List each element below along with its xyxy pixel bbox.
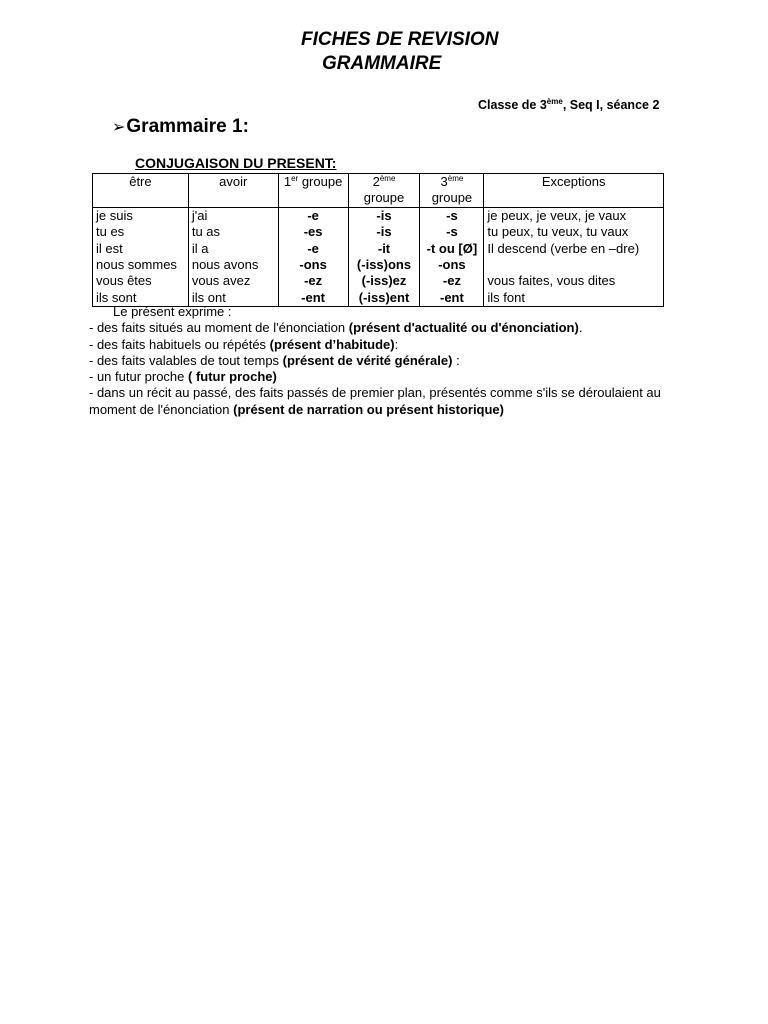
- header-group-2-text: groupe: [363, 190, 405, 206]
- cell-group-3: -s: [420, 224, 484, 240]
- cell-etre: ils sont: [93, 290, 189, 307]
- section-heading: [112, 116, 249, 138]
- header-group-1: [278, 174, 348, 208]
- cell-group-3: -s: [420, 207, 484, 224]
- class-info-sup: ème: [546, 97, 563, 106]
- cell-exceptions: tu peux, tu veux, tu vaux: [484, 224, 664, 240]
- header-group-1-sup: er: [291, 174, 299, 183]
- cell-exceptions: vous faites, vous dites: [484, 273, 664, 289]
- usage-item-term: (présent d’habitude): [269, 336, 395, 352]
- usage-item-term: (présent de narration ou présent historique): [233, 401, 504, 417]
- header-group-3-num: 3: [440, 174, 448, 189]
- usage-item: [89, 369, 689, 385]
- usage-item-text: - un futur proche: [89, 369, 188, 385]
- header-group-1-num: 1: [283, 174, 292, 189]
- cell-group-3: -t ou [Ø]: [420, 241, 484, 257]
- usage-item-end: :: [452, 352, 460, 368]
- header-group-1-text: groupe: [298, 174, 343, 189]
- class-info: [478, 97, 659, 112]
- header-group-2-num: 2: [372, 174, 380, 189]
- cell-etre: nous sommes: [93, 257, 189, 273]
- table-row: [93, 273, 664, 289]
- cell-exceptions: ils font: [484, 290, 664, 307]
- cell-etre: tu es: [93, 224, 189, 240]
- cell-group-1: -es: [278, 224, 348, 240]
- table-row: [93, 257, 664, 273]
- usage-item-term: (présent de vérité générale): [282, 352, 453, 368]
- table-row: [93, 207, 664, 224]
- usage-item-text: - des faits habituels ou répétés: [89, 336, 270, 352]
- header-group-3: [420, 174, 484, 208]
- usage-item: [89, 353, 689, 369]
- cell-exceptions: je peux, je veux, je vaux: [484, 207, 664, 224]
- cell-group-1: -e: [278, 207, 348, 224]
- table-row: [93, 241, 664, 257]
- usage-item-text: - dans un récit au passé, des faits passés de premier plan, présentés comme s'ils se déroulaient au moment de l'énonciation: [89, 385, 661, 417]
- header-group-2-sup: ème: [379, 174, 396, 183]
- cell-etre: je suis: [93, 207, 189, 224]
- cell-group-2: (-iss)ent: [348, 290, 420, 307]
- usage-list: [89, 304, 689, 418]
- cell-group-3: -ent: [420, 290, 484, 307]
- cell-group-2: (-iss)ez: [348, 273, 420, 289]
- cell-avoir: ils ont: [188, 290, 278, 307]
- header-group-3-text: groupe: [431, 190, 473, 206]
- cell-exceptions: [484, 257, 664, 273]
- section-heading-text: Grammaire 1:: [126, 116, 249, 137]
- header-group-3-sup: ème: [447, 174, 464, 183]
- table-row: [93, 224, 664, 240]
- usage-item-end: :: [394, 336, 399, 352]
- cell-group-2: (-iss)ons: [348, 257, 420, 273]
- cell-group-1: -ons: [278, 257, 348, 273]
- cell-avoir: tu as: [188, 224, 278, 240]
- cell-group-1: -ent: [278, 290, 348, 307]
- class-info-suffix: , Seq I, séance 2: [562, 98, 660, 112]
- cell-group-2: -is: [348, 224, 420, 240]
- usage-item: [89, 320, 689, 336]
- cell-group-2: -it: [348, 241, 420, 257]
- cell-avoir: vous avez: [188, 273, 278, 289]
- cell-group-1: -e: [278, 241, 348, 257]
- cell-group-3: -ons: [420, 257, 484, 273]
- document-title: FICHES DE REVISION: [301, 29, 499, 50]
- document-subtitle: GRAMMAIRE: [322, 53, 442, 74]
- cell-group-3: -ez: [420, 273, 484, 289]
- header-avoir: avoir: [188, 174, 278, 208]
- cell-group-1: -ez: [278, 273, 348, 289]
- header-etre: être: [93, 174, 189, 208]
- arrow-bullet-icon: ➢: [112, 119, 126, 136]
- usage-item: [89, 337, 689, 353]
- cell-avoir: il a: [188, 241, 278, 257]
- usage-item-text: - des faits valables de tout temps: [89, 352, 283, 368]
- usage-item-term: (présent d'actualité ou d'énonciation): [348, 320, 579, 336]
- table-header-row: [93, 174, 664, 208]
- header-exceptions: Exceptions: [484, 174, 664, 208]
- cell-exceptions: Il descend (verbe en –dre): [484, 241, 664, 257]
- header-group-2: [348, 174, 420, 208]
- table-title: CONJUGAISON DU PRESENT:: [135, 155, 337, 171]
- usage-intro: Le présent exprime :: [113, 304, 232, 319]
- class-info-prefix: Classe de 3: [478, 98, 547, 112]
- conjugation-table: [92, 173, 664, 307]
- cell-etre: il est: [93, 241, 189, 257]
- usage-item: [89, 385, 689, 418]
- cell-avoir: nous avons: [188, 257, 278, 273]
- usage-item-end: .: [578, 320, 583, 336]
- cell-etre: vous êtes: [93, 273, 189, 289]
- cell-avoir: j'ai: [188, 207, 278, 224]
- usage-item-text: - des faits situés au moment de l'énonciation: [89, 320, 349, 336]
- cell-group-2: -is: [348, 207, 420, 224]
- usage-item-term: ( futur proche): [188, 369, 277, 385]
